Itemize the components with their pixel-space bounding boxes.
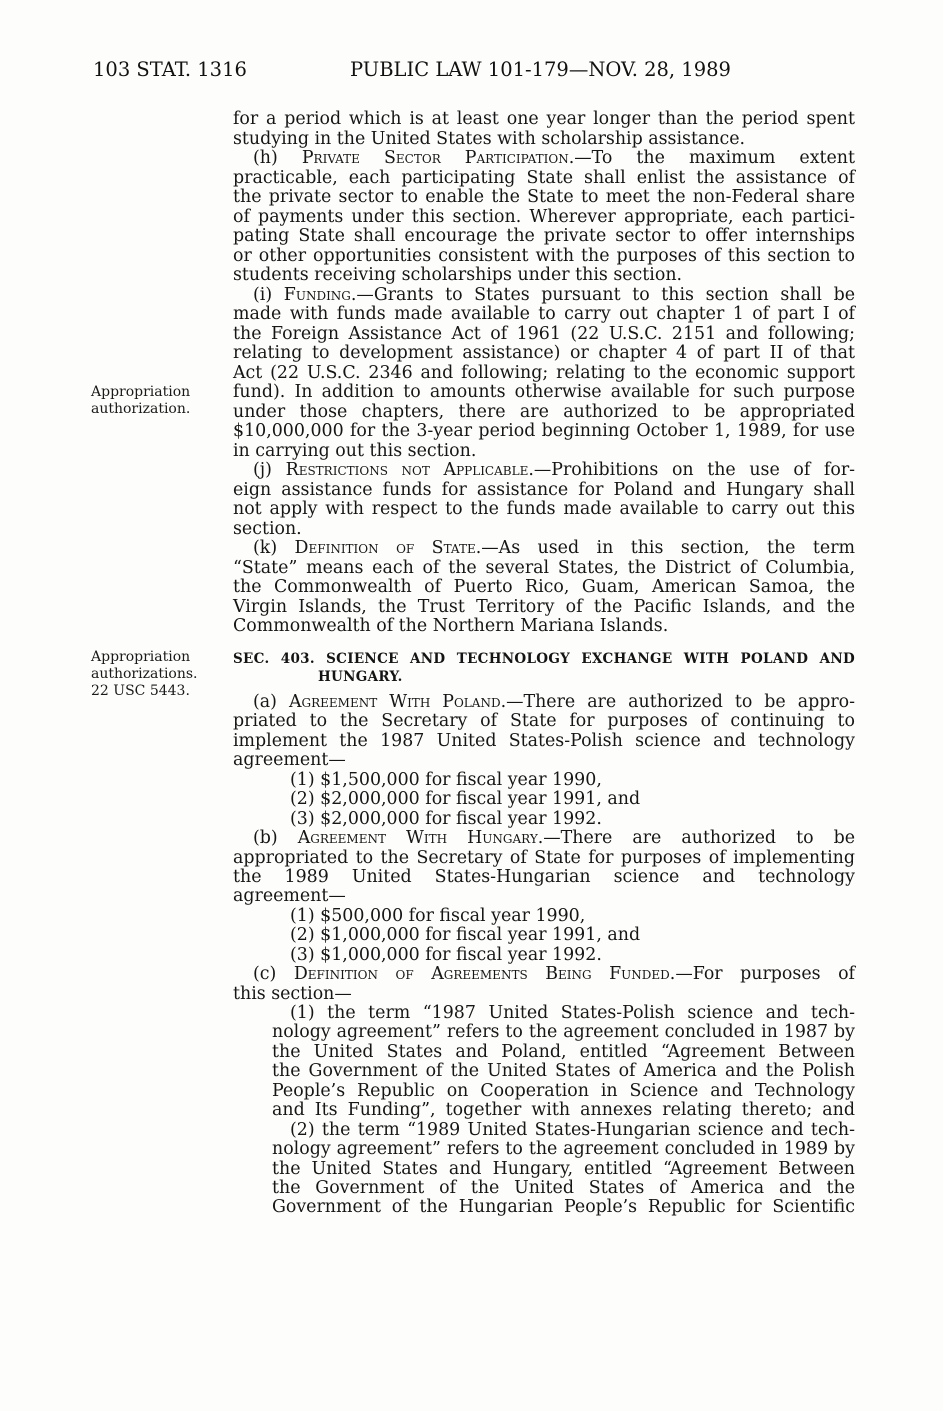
body-line: not apply with respect to the funds made available to carry out this [233, 499, 855, 519]
body-line: agreement— [233, 750, 346, 771]
subsection-caption: Agreement With Hungary. [297, 828, 544, 849]
definition-line: the Government of the United States of America and the Polish [272, 1061, 855, 1082]
intro-paragraph [233, 110, 855, 149]
subsection-label: (h) [253, 148, 278, 168]
definition-line: the United States and Poland, entitled “Agreement Between [272, 1041, 855, 1062]
subsection-heading-line [233, 693, 855, 712]
appropriation-item: (3) $2,000,000 for fiscal year 1992. [290, 808, 602, 829]
definition-line: Government of the Hungarian People’s Republic for Scientific [272, 1197, 855, 1218]
body-line: practicable, each participating State shall enlist the assistance of [233, 167, 855, 188]
subsection-j [233, 461, 855, 539]
definition-line: the United States and Hungary, entitled “Agreement Between [272, 1158, 855, 1179]
definition-item-1 [233, 1004, 855, 1121]
appropriation-item: (1) $500,000 for fiscal year 1990, [290, 905, 586, 926]
subsection-lead-text: —There are authorized to be appro- [506, 692, 855, 712]
body-line: for a period which is at least one year longer than the period spent [233, 109, 855, 129]
section-402-continuation [233, 110, 855, 637]
subsection-k [233, 539, 855, 637]
section-heading-line: HUNGARY. [318, 669, 403, 685]
body-line: Virgin Islands, the Trust Territory of the Pacific Islands, and the [233, 596, 855, 617]
margin-note-line: authorizations. [91, 666, 198, 682]
subsection-lead-text: —There are authorized to be [543, 828, 855, 849]
subsection-lead-text: —Prohibitions on the use of for- [533, 460, 856, 480]
definition-line: nology agreement” refers to the agreement concluded in 1987 by [272, 1022, 855, 1043]
body-line: pating State shall encourage the private sector to offer internships [233, 226, 855, 246]
subsection-heading-line [233, 539, 855, 559]
definition-line: nology agreement” refers to the agreement concluded in 1989 by [272, 1139, 855, 1160]
body-line: appropriated to the Secretary of State for purposes of implementing [233, 847, 855, 868]
body-line: of payments under this section. Wherever appropriate, each partici- [233, 206, 855, 227]
margin-note-line: 22 USC 5443. [91, 683, 190, 699]
body-line: students receiving scholarships under this section. [233, 265, 683, 285]
body-line: $10,000,000 for the 3-year period beginning October 1, 1989, for use [233, 421, 855, 441]
body-line: this section— [233, 983, 352, 1004]
subsection-caption: Definition of Agreements Being Funded. [293, 964, 676, 985]
body-line: under those chapters, there are authorized to be appropriated [233, 401, 855, 422]
appropriation-item: (2) $1,000,000 for fiscal year 1991, and [290, 925, 641, 946]
page-reference: 103 STAT. 1316 [93, 58, 247, 81]
margin-note-line: authorization. [91, 401, 191, 417]
body-line: agreement— [233, 886, 346, 907]
section-403-body [233, 693, 855, 1218]
subsection-lead-text: —Grants to States pursuant to this section shall be [356, 284, 856, 305]
margin-note-appropriations-usc [91, 649, 198, 700]
subsection-caption: Definition of State. [294, 538, 482, 558]
body-line: or other opportunities consistent with the purposes of this section to [233, 245, 855, 266]
definition-item-2 [233, 1121, 855, 1218]
body-line: priated to the Secretary of State for purposes of continuing to [233, 711, 855, 732]
definition-line: People’s Republic on Cooperation in Science and Technology [272, 1080, 855, 1101]
body-line: eign assistance funds for assistance for Poland and Hungary shall [233, 479, 855, 500]
subsection-a [233, 693, 855, 829]
body-line: the 1989 United States-Hungarian science and technology [233, 866, 855, 887]
section-403-heading [233, 650, 855, 686]
body-line: section. [233, 518, 302, 539]
subsection-lead-text: —To the maximum extent [574, 148, 855, 168]
body-line: fund). In addition to amounts otherwise available for such purpose [233, 382, 855, 402]
body-line: implement the 1987 United States-Polish science and technology [233, 730, 855, 751]
law-title-header: PUBLIC LAW 101-179—NOV. 28, 1989 [350, 58, 731, 81]
subsection-label: (k) [253, 538, 278, 558]
subsection-label: (i) [253, 284, 273, 305]
margin-note-line: Appropriation [91, 649, 191, 665]
body-line: the private sector to enable the State to meet the non-Federal share [233, 187, 855, 207]
subsection-caption: Private Sector Participation. [301, 148, 575, 168]
body-line: “State” means each of the several States, the District of Columbia, [233, 557, 855, 578]
subsection-i [233, 286, 855, 462]
body-line: relating to development assistance) or chapter 4 of part II of that [233, 343, 855, 363]
appropriation-item: (1) $1,500,000 for fiscal year 1990, [290, 769, 602, 790]
margin-note-line: Appropriation [91, 384, 191, 400]
subsection-heading-line [233, 149, 855, 169]
body-line: studying in the United States with scholarship assistance. [233, 128, 746, 149]
section-heading-line: SEC. 403. SCIENCE AND TECHNOLOGY EXCHANGE WITH POLAND AND [233, 651, 855, 667]
subsection-label: (j) [253, 460, 272, 480]
subsection-lead-text: —For purposes of [675, 964, 855, 985]
body-line: Commonwealth of the Northern Mariana Islands. [233, 616, 669, 636]
subsection-label: (b) [253, 828, 278, 849]
body-line: Act (22 U.S.C. 2346 and following; relating to the economic support [233, 362, 855, 383]
subsection-heading-line [233, 965, 855, 984]
subsection-h [233, 149, 855, 286]
appropriation-item: (3) $1,000,000 for fiscal year 1992. [290, 944, 602, 965]
subsection-b [233, 829, 855, 965]
margin-note-appropriation [91, 384, 190, 418]
subsection-label: (c) [253, 964, 277, 985]
appropriation-item: (2) $2,000,000 for fiscal year 1991, and [290, 789, 641, 810]
definition-line: the Government of the United States of America and the [272, 1177, 855, 1198]
subsection-label: (a) [253, 692, 277, 712]
subsection-caption: Funding. [283, 284, 357, 305]
subsection-lead-text: —As used in this section, the term [481, 538, 855, 558]
subsection-heading-line [233, 461, 855, 481]
subsection-c [233, 965, 855, 1218]
definition-first-line: (2) the term “1989 United States-Hungarian science and tech- [290, 1119, 855, 1140]
body-line: made with funds made available to carry out chapter 1 of part I of [233, 304, 855, 324]
subsection-heading-line [233, 286, 855, 306]
body-line: in carrying out this section. [233, 440, 477, 461]
body-line: the Commonwealth of Puerto Rico, Guam, American Samoa, the [233, 577, 855, 597]
subsection-heading-line [233, 829, 855, 848]
body-line: the Foreign Assistance Act of 1961 (22 U.S.C. 2151 and following; [233, 323, 855, 344]
subsection-caption: Agreement With Poland. [288, 692, 507, 712]
definition-first-line: (1) the term “1987 United States-Polish science and tech- [290, 1003, 855, 1023]
definition-line: and Its Funding”, together with annexes relating thereto; and [272, 1100, 855, 1121]
subsection-caption: Restrictions not Applicable. [285, 460, 534, 480]
